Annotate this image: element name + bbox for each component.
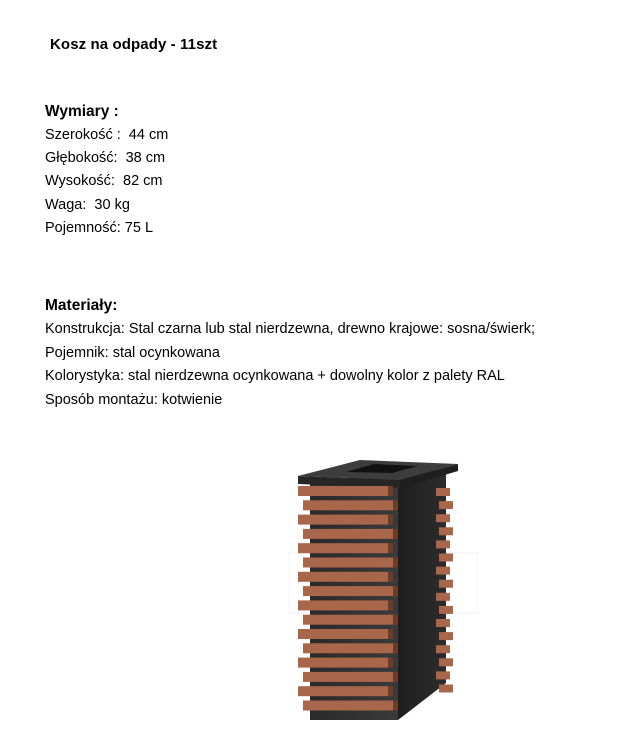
wood-slat: [303, 643, 395, 653]
dimensions-heading: Wymiary :: [45, 103, 119, 120]
side-wood-slat: [436, 619, 450, 627]
materials-heading: Materiały:: [45, 297, 118, 314]
wood-slat: [298, 572, 390, 582]
side-wood-slat: [436, 671, 450, 679]
side-wood-slat: [439, 685, 453, 693]
wood-slat-end: [393, 529, 398, 539]
dimension-depth: Głębokość: 38 cm: [45, 150, 166, 166]
wood-slat-end: [388, 600, 393, 610]
side-wood-slat: [439, 632, 453, 640]
wood-slat-end: [388, 686, 393, 696]
wood-slat-end: [393, 558, 398, 568]
material-mounting: Sposób montażu: kotwienie: [45, 392, 223, 408]
waste-bin-icon: [288, 458, 478, 728]
wood-slat: [303, 615, 395, 625]
wood-slat-end: [388, 572, 393, 582]
side-wood-slat: [439, 501, 453, 509]
dimension-weight: Waga: 30 kg: [45, 197, 130, 213]
side-wood-slat: [439, 658, 453, 666]
material-colors: Kolorystyka: stal nierdzewna ocynkowana + dowolny kolor z palety RAL: [45, 368, 505, 384]
wood-slat-end: [388, 486, 393, 496]
side-wood-slat: [436, 514, 450, 522]
wood-slat: [303, 701, 395, 711]
dimension-height: Wysokość: 82 cm: [45, 173, 163, 189]
side-wood-slat: [439, 554, 453, 562]
wood-slat: [298, 600, 390, 610]
wood-slat: [298, 486, 390, 496]
wood-slat-end: [393, 615, 398, 625]
wood-slat: [303, 672, 395, 682]
wood-slat-end: [393, 500, 398, 510]
dimension-width: Szerokość : 44 cm: [45, 127, 169, 143]
wood-slat: [303, 586, 395, 596]
document-title: Kosz na odpady - 11szt: [50, 36, 218, 53]
wood-slat: [298, 658, 390, 668]
wood-slat-end: [388, 629, 393, 639]
wood-slat: [298, 515, 390, 525]
wood-slat-end: [388, 515, 393, 525]
wood-slat: [303, 529, 395, 539]
waste-bin-illustration: [288, 458, 478, 733]
wood-slat: [303, 500, 395, 510]
wood-slat: [298, 629, 390, 639]
wood-slat: [298, 543, 390, 553]
side-wood-slat: [436, 488, 450, 496]
wood-slat-end: [393, 643, 398, 653]
wood-slat-end: [388, 658, 393, 668]
side-wood-slat: [436, 540, 450, 548]
side-wood-slat: [436, 567, 450, 575]
wood-slat-end: [393, 701, 398, 711]
side-wood-slat: [439, 580, 453, 588]
wood-slat-end: [393, 672, 398, 682]
side-wood-slat: [439, 606, 453, 614]
dimension-capacity: Pojemność: 75 L: [45, 220, 154, 236]
side-wood-slat: [436, 593, 450, 601]
material-construction: Konstrukcja: Stal czarna lub stal nierdzewna, drewno krajowe: sosna/świerk;: [45, 321, 536, 337]
wood-slat: [303, 558, 395, 568]
wood-slat-end: [393, 586, 398, 596]
side-wood-slat: [439, 527, 453, 535]
wood-slat-end: [388, 543, 393, 553]
material-container: Pojemnik: stal ocynkowana: [45, 345, 220, 361]
side-wood-slat: [436, 645, 450, 653]
wood-slat: [298, 686, 390, 696]
